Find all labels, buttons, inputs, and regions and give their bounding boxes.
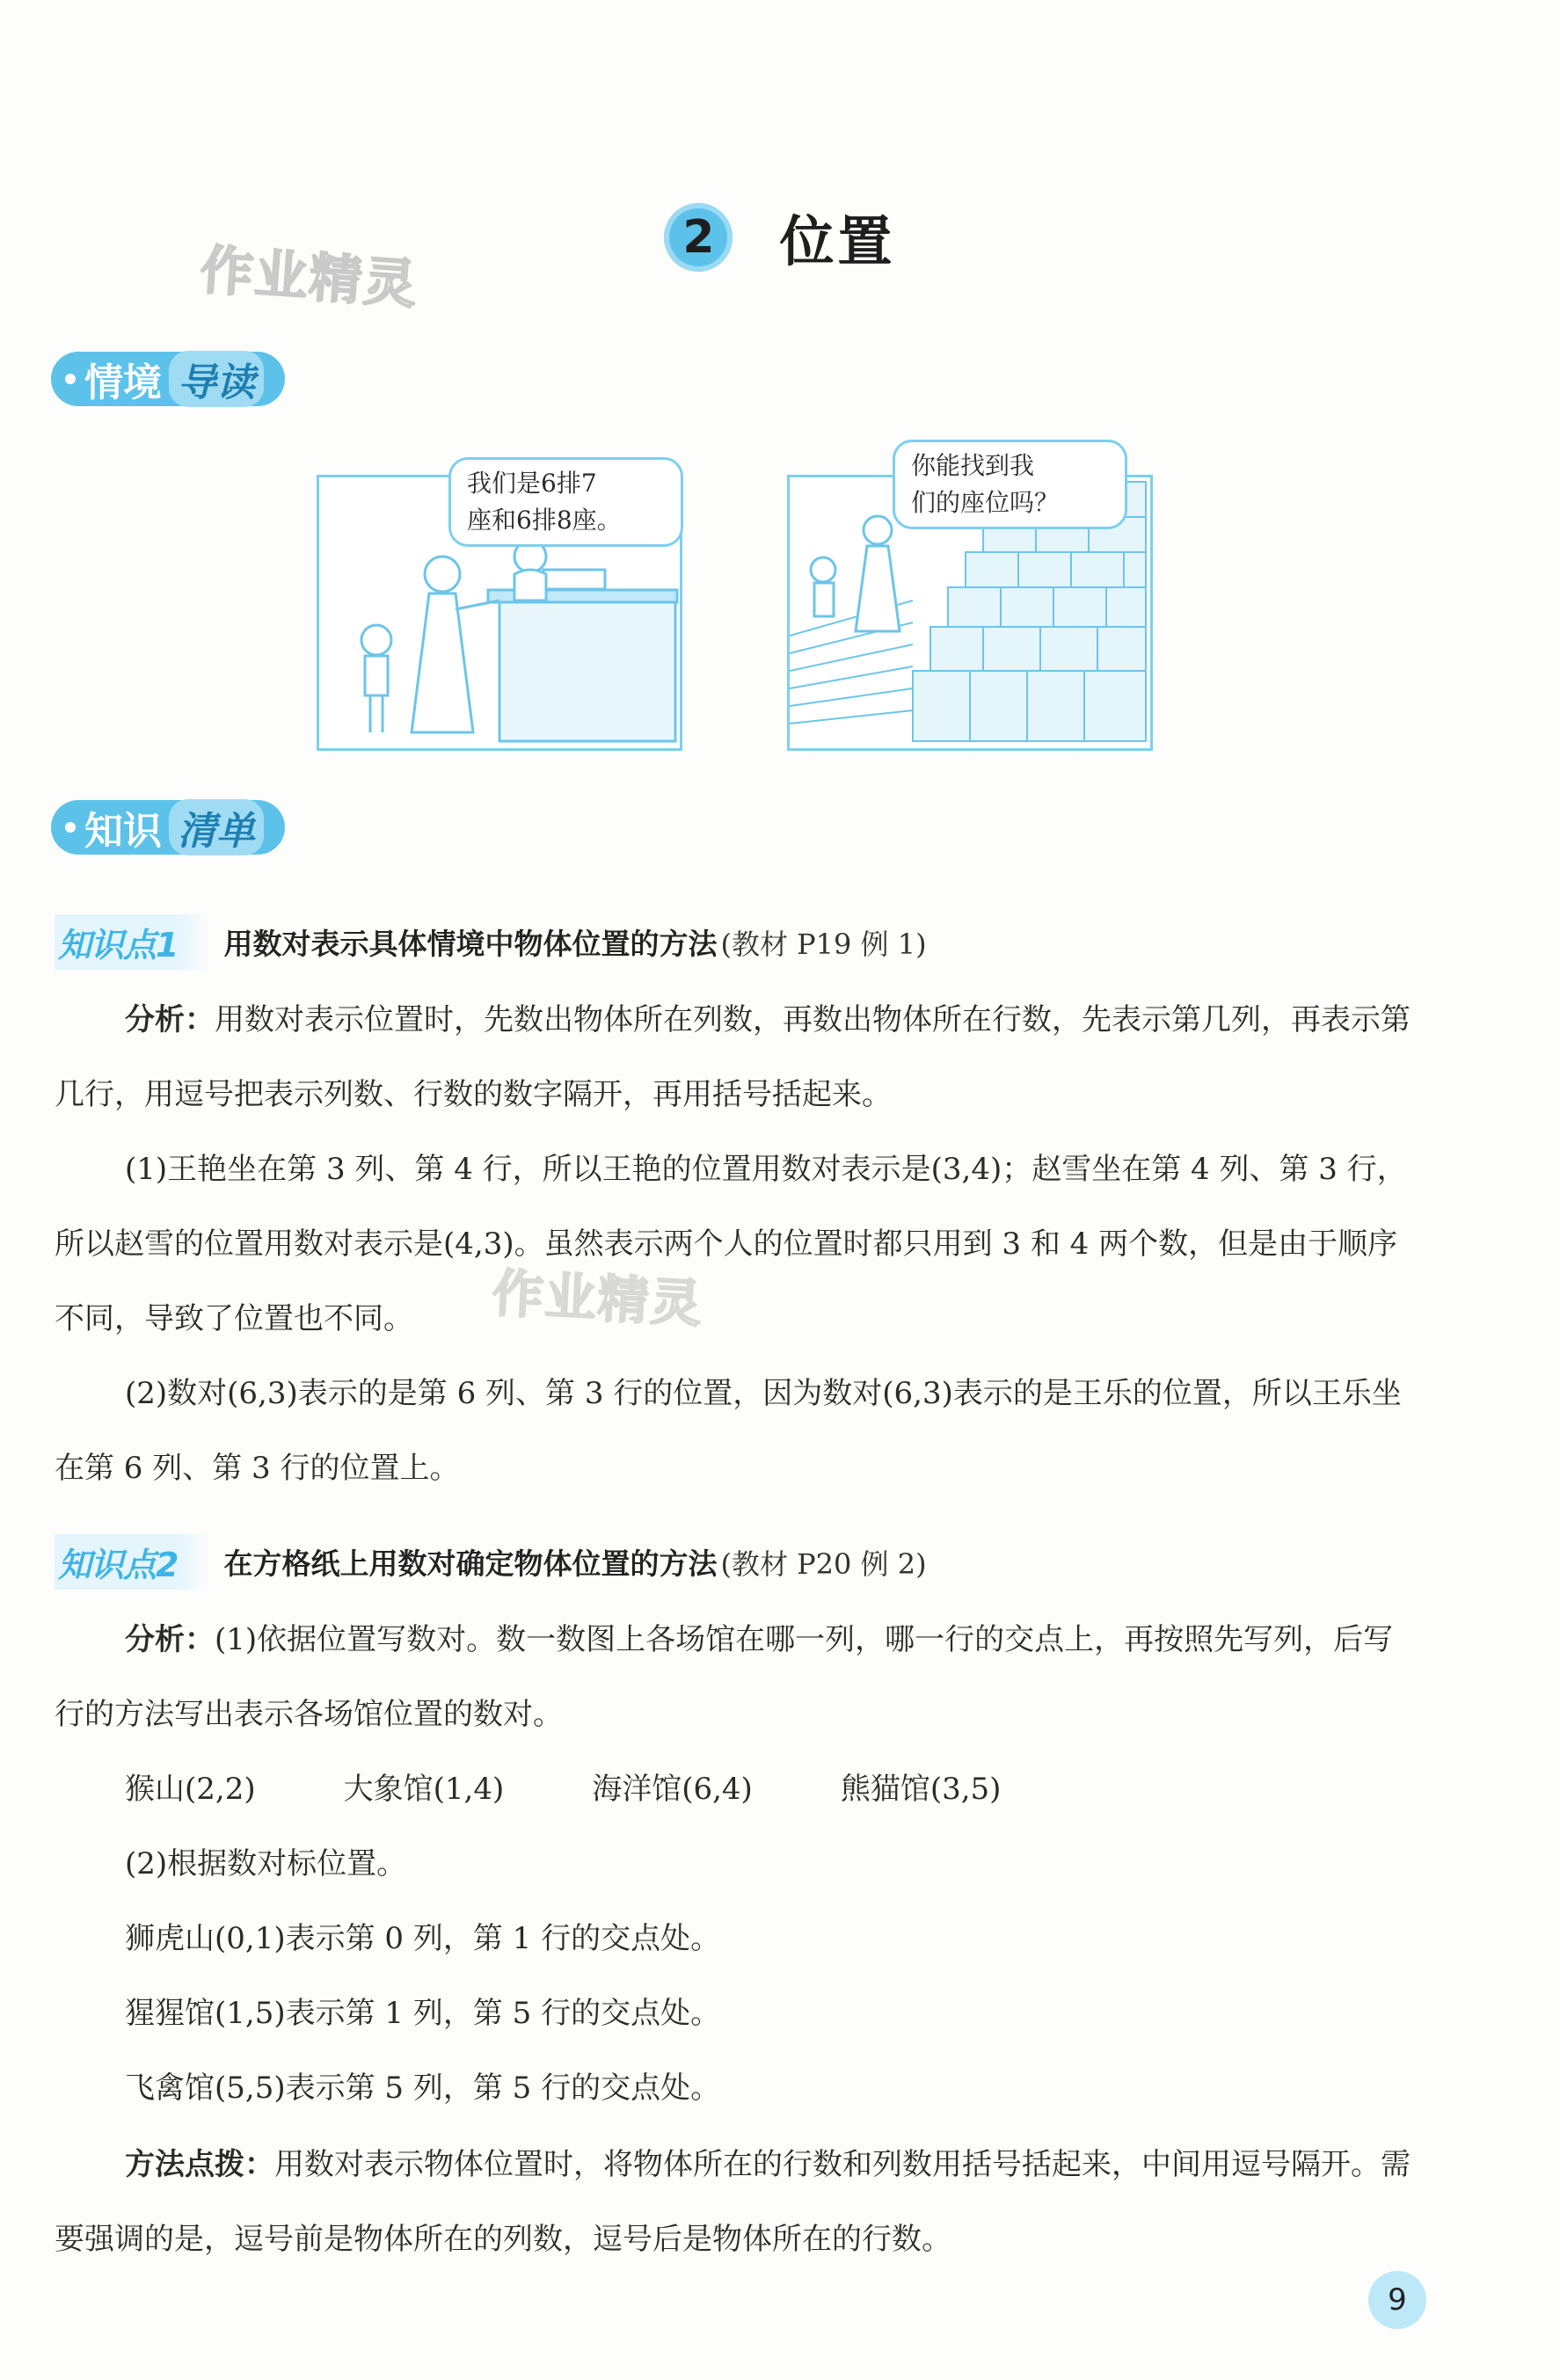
watermark: 作业精灵 xyxy=(491,1263,705,1335)
pill-highlight: 清单 xyxy=(169,799,264,855)
analysis-label: 分析： xyxy=(125,1622,215,1657)
knowledge-point-1-header xyxy=(55,914,927,970)
method-label: 方法点拨： xyxy=(125,2147,274,2182)
speech-bubble: 我们是6排7 座和6排8座。 xyxy=(448,457,683,547)
coordinate-pair: 大象馆(1,4) xyxy=(343,1772,505,1807)
coordinate-pair: 熊猫馆(3,5) xyxy=(840,1772,1002,1807)
chapter-number-badge: 2 xyxy=(664,203,733,272)
coordinate-pair-list xyxy=(125,1752,1089,1827)
location-line: 猩猩馆(1,5)表示第 1 列，第 5 行的交点处。 xyxy=(125,1996,721,2031)
kp1-item2: (2)数对(6,3)表示的是第 6 列、第 3 行的位置，因为数对(6,3)表示的是王乐的位置，所以王乐坐在第 6 列、第 3 行的位置上。 xyxy=(55,1376,1402,1486)
section-pill-knowledge xyxy=(51,800,285,855)
textbook-reference: (教材 P20 例 2) xyxy=(720,1547,927,1581)
knowledge-point-2-header xyxy=(55,1534,927,1590)
page-number: 9 xyxy=(1368,2271,1426,2329)
knowledge-point-title: 用数对表示具体情境中物体位置的方法 xyxy=(223,927,718,961)
bullet-icon xyxy=(65,374,76,384)
bullet-icon xyxy=(65,822,76,833)
kp2-analysis xyxy=(55,1603,1418,1752)
kp1-item1: (1)王艳坐在第 3 列、第 4 行，所以王艳的位置用数对表示是(3,4)；赵雪坐在第 4 列、第 3 行，所以赵雪的位置用数对表示是(4,3)。虽然表示两个人的位置时都只用到 3 和 4 两个数，但是由于顺序不同，导致了位置也不同。 xyxy=(55,1152,1407,1336)
textbook-reference: (教材 P19 例 1) xyxy=(720,927,927,961)
knowledge-point-tag: 知识点2 xyxy=(55,1534,209,1590)
chapter-title: 位置 xyxy=(779,209,896,273)
analysis-label: 分析： xyxy=(125,1002,215,1037)
method-text: 用数对表示物体位置时，将物体所在的行数和列数用括号括起来，中间用逗号隔开。需要强调的是，逗号前是物体所在的列数，逗号后是物体所在的行数。 xyxy=(55,2147,1411,2257)
coordinate-pair: 猴山(2,2) xyxy=(125,1772,256,1807)
watermark: 作业精灵 xyxy=(198,239,420,317)
pill-text: 知识 xyxy=(84,809,162,854)
section-pill-scenario xyxy=(51,352,285,406)
analysis-text: 用数对表示位置时，先数出物体所在列数，再数出物体所在行数，先表示第几列，再表示第几行，用逗号把表示列数、行数的数字隔开，再用括号括起来。 xyxy=(55,1002,1411,1112)
kp2-item2: (2)根据数对标位置。 xyxy=(125,1846,407,1881)
knowledge-point-title: 在方格纸上用数对确定物体位置的方法 xyxy=(223,1547,718,1581)
pill-text: 情境 xyxy=(84,360,162,405)
kp1-analysis xyxy=(55,983,1418,1132)
pill-highlight: 导读 xyxy=(169,351,264,407)
knowledge-point-tag: 知识点1 xyxy=(55,914,209,970)
analysis-text: (1)依据位置写数对。数一数图上各场馆在哪一列，哪一行的交点上，再按照先写列，后写行的方法写出表示各场馆位置的数对。 xyxy=(55,1622,1394,1732)
location-line: 飞禽馆(5,5)表示第 5 列，第 5 行的交点处。 xyxy=(125,2071,721,2106)
coordinate-pair: 海洋馆(6,4) xyxy=(592,1772,753,1807)
method-tip xyxy=(55,2128,1418,2277)
location-line: 狮虎山(0,1)表示第 0 列，第 1 行的交点处。 xyxy=(125,1921,721,1956)
speech-bubble: 你能找到我 们的座位吗？ xyxy=(893,440,1127,529)
